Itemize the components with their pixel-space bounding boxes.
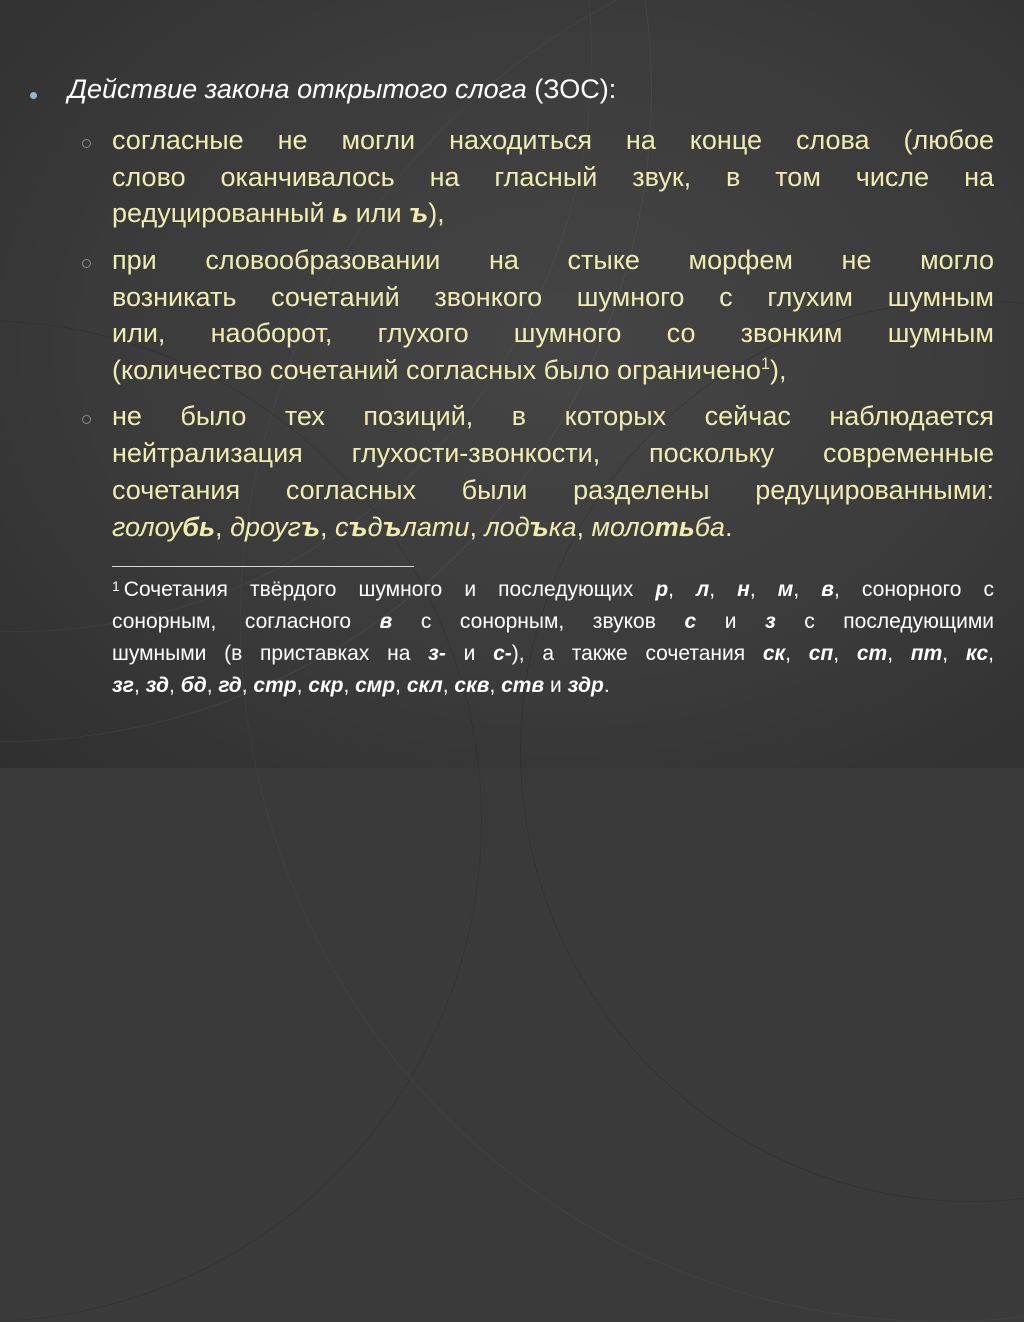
item1-line: слово оканчивалось на гласный звук, в том числе на <box>112 162 994 192</box>
footnote-line: шумными (в приставках на з- и с-), а также сочетания ск, сп, ст, пт, кс, <box>112 642 995 665</box>
circle-bullet-icon <box>82 139 91 148</box>
item3-line: нейтрализация глухости-звонкости, поскольку современные <box>112 438 994 468</box>
footnote-reference: 1 <box>760 355 770 373</box>
circle-bullet-icon <box>82 415 91 424</box>
circle-bullet-icon <box>82 259 91 268</box>
item2-line: (количество сочетаний согласных было ограничено$^1$), <box>112 355 787 385</box>
slide-heading <box>68 74 616 105</box>
item2-line: или, наоборот, глухого шумного со звонким шумным <box>112 318 994 348</box>
footnote-line: зг, зд, бд, гд, стр, скр, смр, скл, скв, ств и здр. <box>112 674 610 697</box>
item1-line: согласные не могли находиться на конце слова (любое <box>112 125 994 155</box>
bullet-dot-icon <box>30 92 37 99</box>
footnote-line: $^1$ Сочетания твёрдого шумного и последующих р, л, н, м, в, сонорного с <box>112 578 995 601</box>
item3-line: не было тех позиций, в которых сейчас наблюдается <box>112 401 994 431</box>
heading-italic-text: Действие закона открытого слога <box>68 74 527 104</box>
item3-examples: голоубь, дроугъ, съдълати, лодъка, молотьба. <box>112 512 733 542</box>
footnote-line: сонорным, согласного в с сонорным, звуков с и з с последующими <box>112 610 995 633</box>
hard-sign-letter: ъ <box>409 198 429 228</box>
item2-line: возникать сочетаний звонкого шумного с глухим шумным <box>112 282 994 312</box>
footnote-marker: 1 <box>112 578 120 594</box>
item3-line: сочетания согласных были разделены редуцированными: <box>112 475 994 505</box>
item1-line: редуцированный ь или ъ), <box>112 198 445 228</box>
soft-sign-letter: ь <box>332 198 349 228</box>
footnote-separator <box>112 566 414 567</box>
heading-text: (ЗОС): <box>526 74 617 104</box>
item2-line: при словообразовании на стыке морфем не могло <box>112 245 994 275</box>
